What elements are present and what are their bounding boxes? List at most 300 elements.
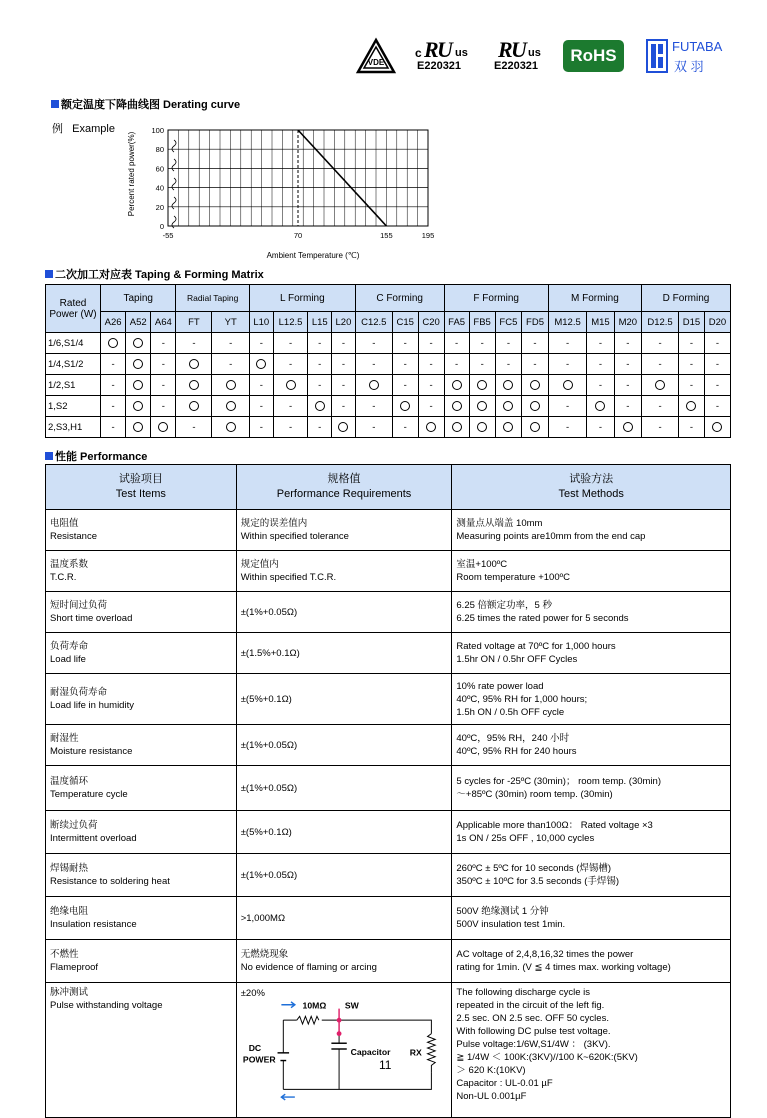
matrix-cell	[308, 396, 332, 417]
performance-item: 耐湿负荷寿命 Load life in humidity	[46, 674, 237, 725]
available-circle-icon	[133, 338, 143, 348]
matrix-cell	[273, 354, 308, 375]
not-available-dash: -	[429, 337, 433, 349]
not-available-dash: -	[626, 358, 630, 370]
header-en: Performance Requirements	[276, 488, 412, 500]
resistor-icon	[296, 1016, 318, 1024]
matrix-cell	[704, 354, 730, 375]
performance-row	[46, 811, 731, 854]
not-available-dash: -	[429, 400, 433, 412]
performance-method: 40ºC，95% RH，240 小时 40ºC, 95% RH for 240 hours	[452, 725, 731, 766]
header-cn: 试验项目	[118, 473, 163, 485]
performance-req-pulse	[236, 983, 452, 1118]
not-available-dash: -	[161, 358, 165, 370]
not-available-dash: -	[565, 337, 570, 349]
not-available-dash: -	[341, 358, 346, 370]
available-circle-icon	[530, 380, 540, 390]
matrix-cell	[101, 396, 126, 417]
not-available-dash: -	[565, 400, 570, 412]
not-available-dash: -	[111, 379, 115, 391]
rx-label: RX	[409, 1047, 422, 1058]
available-circle-icon	[530, 422, 540, 432]
not-available-dash: -	[318, 421, 322, 433]
matrix-cell	[679, 417, 705, 438]
performance-item: 不燃性 Flameproof	[46, 940, 237, 983]
performance-req: ±(1%+0.05Ω)	[236, 766, 452, 811]
performance-method: 室温+100ºC Room temperature +100ºC	[452, 551, 731, 592]
chart-xlabel: Ambient Temperature (℃)	[266, 251, 360, 260]
performance-header-cell	[46, 465, 237, 510]
svg-text:R: R	[424, 37, 439, 62]
not-available-dash: -	[455, 337, 459, 349]
performance-req: ±(5%+0.1Ω)	[236, 811, 452, 854]
matrix-cell	[444, 396, 469, 417]
matrix-cell	[332, 354, 356, 375]
derating-title-text: 额定温度下降曲线图 Derating curve	[61, 99, 241, 111]
section-bullet-icon	[51, 100, 59, 108]
performance-method: 6.25 倍额定功率，5 秒 6.25 times the rated power for 5 seconds	[452, 592, 731, 633]
matrix-cell	[249, 396, 273, 417]
not-available-dash: -	[565, 421, 570, 433]
not-available-dash: -	[689, 421, 694, 433]
matrix-cell	[308, 333, 332, 354]
not-available-dash: -	[192, 337, 196, 349]
matrix-cell	[249, 333, 273, 354]
available-circle-icon	[477, 380, 487, 390]
not-available-dash: -	[689, 379, 694, 391]
matrix-cell	[176, 333, 212, 354]
performance-row	[46, 897, 731, 940]
matrix-cell	[679, 333, 705, 354]
matrix-cell	[332, 375, 356, 396]
not-available-dash: -	[626, 379, 630, 391]
pulse-tolerance: ±20%	[240, 988, 265, 999]
matrix-cell	[704, 417, 730, 438]
not-available-dash: -	[689, 337, 694, 349]
not-available-dash: -	[161, 337, 165, 349]
available-circle-icon	[452, 401, 462, 411]
not-available-dash: -	[111, 400, 115, 412]
matrix-column-header: A64	[151, 312, 176, 333]
header-cn: 规格值	[327, 473, 361, 485]
available-circle-icon	[108, 338, 118, 348]
available-circle-icon	[712, 422, 722, 432]
ul-mark-icon	[424, 38, 454, 60]
matrix-cell	[642, 417, 679, 438]
matrix-cell	[273, 375, 308, 396]
not-available-dash: -	[715, 379, 720, 391]
y-tick-label: 80	[155, 145, 164, 155]
matrix-cell	[614, 354, 641, 375]
matrix-cell	[151, 417, 176, 438]
matrix-cell	[212, 354, 250, 375]
matrix-column-header: FA5	[444, 312, 469, 333]
matrix-cell	[176, 375, 212, 396]
ul-c-logo	[415, 38, 477, 74]
performance-method: AC voltage of 2,4,8,16,32 times the power rating for 1min. (V ≦ 4 times max. working voltage)	[452, 940, 731, 983]
performance-req: ±(1%+0.05Ω)	[236, 854, 452, 897]
matrix-column-header: FT	[176, 312, 212, 333]
not-available-dash: -	[341, 337, 346, 349]
matrix-title	[45, 266, 264, 282]
x-tick-label: 155	[380, 231, 393, 240]
header-cn: 试验方法	[569, 473, 614, 485]
matrix-column-header: M15	[587, 312, 614, 333]
matrix-cell	[444, 354, 469, 375]
available-circle-icon	[452, 422, 462, 432]
performance-req: ±(1%+0.05Ω)	[236, 592, 452, 633]
not-available-dash: -	[288, 400, 293, 412]
axis-break-mark	[172, 140, 176, 152]
available-circle-icon	[158, 422, 168, 432]
not-available-dash: -	[259, 379, 263, 391]
performance-row	[46, 510, 731, 551]
performance-req: ±(1.5%+0.1Ω)	[236, 633, 452, 674]
available-circle-icon	[133, 359, 143, 369]
matrix-cell	[469, 333, 495, 354]
matrix-cell	[522, 333, 549, 354]
matrix-row	[46, 417, 731, 438]
svg-text:U: U	[437, 37, 453, 62]
performance-req: >1,000MΩ	[236, 897, 452, 940]
ul-us-label: us	[455, 47, 468, 59]
not-available-dash: -	[111, 358, 115, 370]
performance-row	[46, 766, 731, 811]
not-available-dash: -	[403, 337, 407, 349]
performance-method: The following discharge cycle is repeated in the circuit of the left fig. 2.5 sec. ON 2.5 sec. OFF 50 cycles. With following DC pulse test voltage. Pulse voltage:1/6W,S1/4W ： (3KV). ≧ 1/4W ＜ 100K:(3KV)//100 K~620K:(5KV) ＞ 620 K:(10KV) Capacitor : UL-0.01 µF Non-UL 0.001µF	[452, 983, 731, 1118]
not-available-dash: -	[658, 421, 662, 433]
available-circle-icon	[315, 401, 325, 411]
y-tick-label: 40	[155, 183, 164, 193]
matrix-cell	[495, 375, 522, 396]
axis-break-mark	[172, 197, 176, 209]
matrix-cell	[101, 333, 126, 354]
matrix-cell	[522, 396, 549, 417]
performance-item: 断续过负荷 Intermittent overload	[46, 811, 237, 854]
not-available-dash: -	[455, 358, 459, 370]
available-circle-icon	[426, 422, 436, 432]
matrix-cell	[444, 333, 469, 354]
y-tick-label: 100	[151, 126, 164, 135]
matrix-cell	[548, 354, 586, 375]
matrix-cell	[126, 417, 151, 438]
matrix-cell	[614, 333, 641, 354]
not-available-dash: -	[192, 421, 196, 433]
matrix-cell	[418, 333, 444, 354]
section-bullet-icon	[45, 452, 53, 460]
available-circle-icon	[655, 380, 665, 390]
matrix-cell	[522, 417, 549, 438]
not-available-dash: -	[403, 379, 407, 391]
matrix-row-label: 2,S3,H1	[46, 417, 101, 438]
axis-break-mark	[172, 159, 176, 171]
matrix-cell	[273, 333, 308, 354]
x-tick-label: 195	[421, 231, 435, 240]
matrix-cell	[495, 333, 522, 354]
matrix-cell	[151, 396, 176, 417]
performance-method: 260ºC ± 5ºC for 10 seconds (焊锡槽) 350ºC ± 10ºC for 3.5 seconds (手焊锡)	[452, 854, 731, 897]
performance-header-cell	[236, 465, 452, 510]
matrix-column-header: M20	[614, 312, 641, 333]
matrix-cell	[355, 354, 392, 375]
matrix-cell	[614, 396, 641, 417]
matrix-cell	[392, 417, 418, 438]
performance-item: 绝缘电阻 Insulation resistance	[46, 897, 237, 940]
y-tick-label: 60	[155, 164, 164, 174]
not-available-dash: -	[161, 400, 165, 412]
performance-method: 测量点从端盖 10mm Measuring points are10mm from the end cap	[452, 510, 731, 551]
matrix-cell	[587, 375, 614, 396]
not-available-dash: -	[111, 421, 115, 433]
x-tick-label: -55	[162, 231, 174, 240]
not-available-dash: -	[372, 337, 376, 349]
available-circle-icon	[563, 380, 573, 390]
dc-label-2: POWER	[242, 1054, 276, 1065]
matrix-cell	[469, 354, 495, 375]
not-available-dash: -	[288, 421, 293, 433]
available-circle-icon	[503, 422, 513, 432]
not-available-dash: -	[229, 337, 233, 349]
ul-logo	[494, 38, 556, 74]
header-en: Test Methods	[558, 488, 624, 500]
available-circle-icon	[226, 422, 236, 432]
switch-label: SW	[344, 1000, 359, 1011]
not-available-dash: -	[259, 421, 263, 433]
matrix-row-label: 1/6,S1/4	[46, 333, 101, 354]
example-label: 例 Example	[52, 123, 115, 135]
pulse-circuit-diagram	[241, 993, 441, 1105]
not-available-dash: -	[341, 379, 346, 391]
matrix-column-header: A52	[126, 312, 151, 333]
matrix-cell	[418, 396, 444, 417]
not-available-dash: -	[480, 358, 484, 370]
available-circle-icon	[595, 401, 605, 411]
matrix-cell	[642, 396, 679, 417]
matrix-row	[46, 354, 731, 375]
available-circle-icon	[133, 422, 143, 432]
matrix-column-header: FB5	[469, 312, 495, 333]
matrix-cell	[614, 417, 641, 438]
available-circle-icon	[338, 422, 348, 432]
chart-lines	[298, 130, 386, 226]
not-available-dash: -	[598, 421, 603, 433]
performance-row	[46, 633, 731, 674]
matrix-cell	[355, 396, 392, 417]
performance-item: 焊锡耐热 Resistance to soldering heat	[46, 854, 237, 897]
matrix-row-label: 1/2,S1	[46, 375, 101, 396]
matrix-cell	[176, 396, 212, 417]
matrix-table	[45, 284, 731, 438]
performance-method: Applicable more than100Ω： Rated voltage ×3 1s ON / 25s OFF , 10,000 cycles	[452, 811, 731, 854]
chart-ylabel: Percent rated power(%)	[127, 131, 136, 217]
performance-row	[46, 854, 731, 897]
not-available-dash: -	[506, 337, 510, 349]
matrix-cell	[392, 375, 418, 396]
available-circle-icon	[133, 380, 143, 390]
performance-item: 温度循环 Temperature cycle	[46, 766, 237, 811]
matrix-cell	[355, 333, 392, 354]
performance-method: Rated voltage at 70ºC for 1,000 hours 1.5hr ON / 0.5hr OFF Cycles	[452, 633, 731, 674]
matrix-cell	[522, 375, 549, 396]
matrix-column-header: D12.5	[642, 312, 679, 333]
not-available-dash: -	[318, 358, 322, 370]
matrix-cell	[101, 417, 126, 438]
available-circle-icon	[226, 401, 236, 411]
not-available-dash: -	[161, 379, 165, 391]
matrix-group-header: Taping	[101, 285, 176, 312]
vde-logo	[356, 38, 396, 74]
available-circle-icon	[189, 380, 199, 390]
rated-power-header: Rated Power (W)	[46, 285, 101, 333]
ul-mark-icon-2	[498, 38, 528, 60]
matrix-cell	[548, 333, 586, 354]
available-circle-icon	[189, 401, 199, 411]
not-available-dash: -	[318, 337, 322, 349]
switch-contact-icon	[336, 1031, 341, 1036]
performance-req: ±(5%+0.1Ω)	[236, 674, 452, 725]
matrix-cell	[587, 333, 614, 354]
available-circle-icon	[189, 359, 199, 369]
matrix-cell	[587, 396, 614, 417]
x-tick-label: 70	[293, 231, 303, 240]
matrix-row	[46, 396, 731, 417]
not-available-dash: -	[506, 358, 510, 370]
not-available-dash: -	[288, 358, 293, 370]
matrix-cell	[418, 354, 444, 375]
derating-chart	[127, 122, 435, 264]
not-available-dash: -	[689, 358, 694, 370]
performance-item: 耐湿性 Moisture resistance	[46, 725, 237, 766]
matrix-column-header: FD5	[522, 312, 549, 333]
matrix-cell	[249, 354, 273, 375]
matrix-cell	[308, 354, 332, 375]
matrix-cell	[151, 333, 176, 354]
matrix-group-header: D Forming	[642, 285, 731, 312]
matrix-cell	[176, 417, 212, 438]
matrix-cell	[418, 375, 444, 396]
matrix-column-header: C20	[418, 312, 444, 333]
dc-label: DC	[248, 1042, 261, 1053]
matrix-cell	[332, 333, 356, 354]
matrix-cell	[587, 354, 614, 375]
y-tick-label: 0	[159, 222, 164, 231]
matrix-cell	[444, 417, 469, 438]
vde-text: VDE	[367, 58, 385, 67]
not-available-dash: -	[403, 421, 407, 433]
matrix-cell	[126, 396, 151, 417]
not-available-dash: -	[626, 400, 630, 412]
matrix-column-header: D15	[679, 312, 705, 333]
futaba-logo	[646, 39, 736, 73]
matrix-cell	[469, 375, 495, 396]
not-available-dash: -	[598, 358, 603, 370]
matrix-column-header: M12.5	[548, 312, 586, 333]
performance-item: 短时间过负荷 Short time overload	[46, 592, 237, 633]
matrix-column-header: C15	[392, 312, 418, 333]
matrix-cell	[212, 396, 250, 417]
matrix-cell	[308, 417, 332, 438]
performance-req: 规定值内 Within specified T.C.R.	[236, 551, 452, 592]
matrix-cell	[176, 354, 212, 375]
matrix-cell	[679, 396, 705, 417]
matrix-cell	[495, 417, 522, 438]
not-available-dash: -	[598, 337, 603, 349]
performance-row	[46, 551, 731, 592]
not-available-dash: -	[658, 358, 662, 370]
capacitor-label: Capacitor	[350, 1046, 391, 1057]
matrix-row	[46, 333, 731, 354]
performance-table	[45, 464, 731, 1118]
not-available-dash: -	[658, 337, 662, 349]
matrix-cell	[704, 333, 730, 354]
not-available-dash: -	[341, 400, 346, 412]
available-circle-icon	[623, 422, 633, 432]
not-available-dash: -	[318, 379, 322, 391]
not-available-dash: -	[565, 358, 570, 370]
matrix-group-header: L Forming	[249, 285, 355, 312]
switch-contact-icon	[336, 1018, 341, 1023]
performance-row	[46, 592, 731, 633]
not-available-dash: -	[658, 400, 662, 412]
rohs-label: RoHS	[570, 46, 617, 65]
matrix-cell	[642, 375, 679, 396]
performance-item: 脉冲测试 Pulse withstanding voltage	[46, 983, 237, 1118]
brand-cn: 双 羽	[674, 59, 704, 74]
not-available-dash: -	[533, 337, 537, 349]
performance-title-text: 性能 Performance	[55, 451, 148, 463]
section-bullet-icon	[45, 270, 53, 278]
performance-item: 温度系数 T.C.R.	[46, 551, 237, 592]
available-circle-icon	[256, 359, 266, 369]
matrix-column-header: YT	[212, 312, 250, 333]
matrix-column-header: L12.5	[273, 312, 308, 333]
performance-row	[46, 725, 731, 766]
matrix-cell	[548, 417, 586, 438]
not-available-dash: -	[403, 358, 407, 370]
not-available-dash: -	[480, 337, 484, 349]
not-available-dash: -	[229, 358, 233, 370]
chart-grid	[168, 130, 428, 228]
current-arrow-right-icon	[281, 1002, 294, 1008]
matrix-cell	[587, 417, 614, 438]
available-circle-icon	[400, 401, 410, 411]
matrix-column-header: FC5	[495, 312, 522, 333]
matrix-cell	[392, 333, 418, 354]
header-en: Test Items	[115, 488, 166, 500]
available-circle-icon	[477, 401, 487, 411]
not-available-dash: -	[372, 421, 376, 433]
matrix-column-row	[46, 312, 731, 333]
matrix-column-header: D20	[704, 312, 730, 333]
matrix-row-label: 1/4,S1/2	[46, 354, 101, 375]
matrix-cell	[332, 417, 356, 438]
matrix-cell	[101, 375, 126, 396]
matrix-column-header: L15	[308, 312, 332, 333]
matrix-cell	[392, 354, 418, 375]
not-available-dash: -	[715, 337, 720, 349]
matrix-cell	[614, 375, 641, 396]
performance-method: 10% rate power load 40ºC, 95% RH for 1,000 hours; 1.5h ON / 0.5h OFF cycle	[452, 674, 731, 725]
performance-header-cell	[452, 465, 731, 510]
performance-method: 500V 绝缘测试 1 分钟 500V insulation test 1min.	[452, 897, 731, 940]
matrix-cell	[355, 417, 392, 438]
not-available-dash: -	[288, 337, 293, 349]
available-circle-icon	[452, 380, 462, 390]
matrix-cell	[249, 375, 273, 396]
matrix-cell	[273, 396, 308, 417]
matrix-cell	[392, 396, 418, 417]
matrix-column-header: A26	[101, 312, 126, 333]
